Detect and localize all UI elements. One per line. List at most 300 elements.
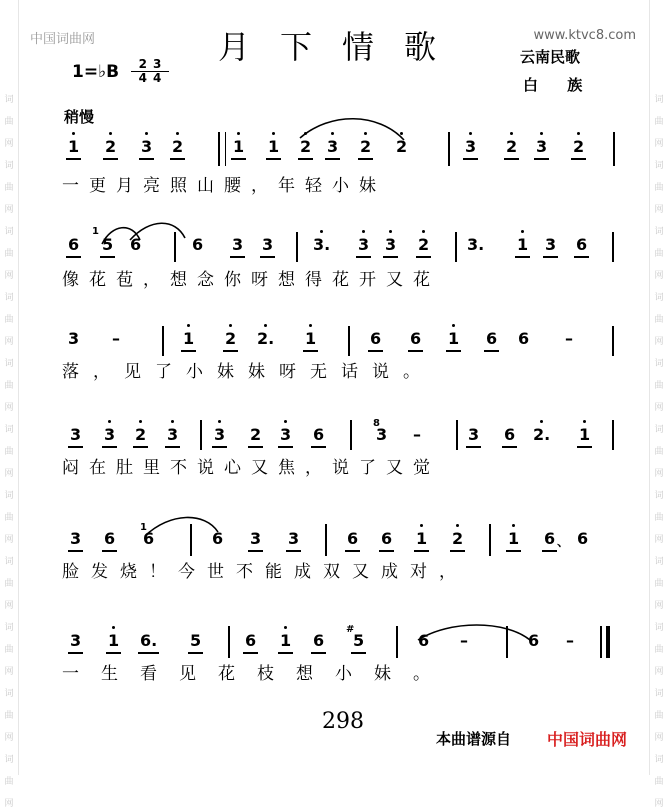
side-watermark-char: 词 — [4, 557, 14, 567]
barline — [612, 420, 614, 450]
lyric-line-4: 闷在肚里不说心又焦，说了又觉 — [62, 458, 440, 478]
slur — [418, 625, 530, 640]
note — [250, 530, 261, 548]
note — [313, 632, 324, 650]
note — [533, 426, 550, 444]
underline — [165, 446, 180, 448]
note-digit: 6 — [313, 631, 325, 650]
underline — [231, 158, 246, 160]
side-watermark-char: 网 — [4, 667, 14, 677]
side-watermark-char: 词 — [654, 491, 664, 501]
note — [68, 138, 79, 156]
note-digit: 6 — [544, 529, 556, 548]
note — [183, 330, 194, 348]
barline — [396, 626, 398, 658]
note-digit: 2 — [396, 137, 408, 156]
underline — [379, 550, 394, 552]
underline — [298, 158, 313, 160]
note-digit: 1 — [448, 329, 460, 348]
underline — [345, 550, 360, 552]
side-watermark-char: 词 — [654, 95, 664, 105]
barline — [455, 232, 457, 262]
underline — [303, 350, 318, 352]
note-digit: 6 — [381, 529, 393, 548]
note-digit: 6 — [192, 235, 204, 254]
note-digit: 6 — [518, 329, 530, 348]
note-digit: 1 — [305, 329, 317, 348]
note-digit: 6 — [528, 631, 540, 650]
note-digit: 2. — [257, 329, 275, 348]
underline — [506, 550, 521, 552]
note-digit: 3 — [358, 235, 370, 254]
note-digit: 2 — [452, 529, 464, 548]
note-digit: 1 — [233, 137, 245, 156]
side-watermark-char: 网 — [4, 799, 14, 809]
note-digit: 5 — [102, 235, 114, 254]
underline — [243, 652, 258, 654]
note — [347, 530, 358, 548]
note — [68, 330, 79, 348]
underline — [266, 158, 281, 160]
note — [300, 138, 311, 156]
underline — [446, 350, 461, 352]
note-digit: 3 — [280, 425, 292, 444]
grace-note: 1 — [140, 522, 147, 533]
underline — [358, 158, 373, 160]
note — [112, 330, 120, 348]
note — [70, 426, 81, 444]
note — [418, 632, 429, 650]
note — [245, 632, 256, 650]
barline — [348, 326, 350, 356]
side-watermark-char: 网 — [4, 535, 14, 545]
barline — [350, 420, 352, 450]
side-watermark-char: 网 — [4, 139, 14, 149]
side-watermark-char: 曲 — [654, 777, 664, 787]
side-watermark-char: 网 — [654, 337, 664, 347]
source-site: 中国词曲网 — [547, 730, 628, 749]
note-digit: 3 — [545, 235, 557, 254]
note — [370, 330, 381, 348]
note-digit: 2 — [135, 425, 147, 444]
underline — [542, 550, 557, 552]
note-digit: 3. — [467, 235, 485, 254]
note — [468, 426, 479, 444]
side-watermark-char: 词 — [654, 557, 664, 567]
note — [68, 236, 79, 254]
note-digit: 3 — [385, 235, 397, 254]
underline — [188, 652, 203, 654]
sharp-mark: # — [346, 624, 355, 635]
underline — [181, 350, 196, 352]
note — [486, 330, 497, 348]
side-watermark-char: 曲 — [654, 711, 664, 721]
note-digit: 2 — [172, 137, 184, 156]
side-watermark-char: 词 — [4, 95, 14, 105]
note — [518, 330, 529, 348]
note — [288, 530, 299, 548]
side-watermark-char: 曲 — [4, 117, 14, 127]
underline — [414, 550, 429, 552]
side-watermark-char: 曲 — [4, 447, 14, 457]
side-watermark-char: 词 — [654, 425, 664, 435]
grace-note: 1 — [92, 226, 99, 237]
underline — [504, 158, 519, 160]
side-watermark-char: 词 — [654, 293, 664, 303]
note — [410, 330, 421, 348]
underline — [311, 652, 326, 654]
note-digit: 6 — [212, 529, 224, 548]
side-watermark-char: 网 — [654, 271, 664, 281]
side-watermark-char: 网 — [4, 403, 14, 413]
note-digit: 5 — [190, 631, 202, 650]
underline — [100, 256, 115, 258]
side-watermark-char: 曲 — [654, 117, 664, 127]
note-digit: 3 — [141, 137, 153, 156]
note-digit: 2 — [506, 137, 518, 156]
note-digit: – — [566, 631, 574, 650]
note — [141, 138, 152, 156]
note — [250, 426, 261, 444]
time-sig-bottom: 44 — [138, 71, 168, 85]
note-digit: 6 — [347, 529, 359, 548]
note — [360, 138, 371, 156]
note-digit: 3 — [70, 425, 82, 444]
barline — [190, 524, 192, 556]
final-barline — [606, 626, 610, 658]
side-watermark-char: 曲 — [4, 381, 14, 391]
note — [305, 330, 316, 348]
underline — [534, 158, 549, 160]
side-watermark-char: 曲 — [654, 381, 664, 391]
underline — [139, 158, 154, 160]
underline — [356, 256, 371, 258]
note — [130, 236, 141, 254]
side-watermark-char: 网 — [654, 535, 664, 545]
note-digit: 6 — [486, 329, 498, 348]
note — [506, 138, 517, 156]
side-watermark-char: 词 — [654, 689, 664, 699]
note — [70, 530, 81, 548]
note — [376, 426, 387, 444]
underline — [102, 550, 117, 552]
note — [232, 236, 243, 254]
note — [528, 632, 539, 650]
note-digit: – — [112, 329, 120, 348]
side-watermark-char: 词 — [4, 491, 14, 501]
note-digit: 2. — [533, 425, 551, 444]
note — [225, 330, 236, 348]
note-digit: 3 — [214, 425, 226, 444]
note-digit: 1 — [108, 631, 120, 650]
note — [327, 138, 338, 156]
note — [190, 632, 201, 650]
underline — [450, 550, 465, 552]
tempo-marking: 稍慢 — [64, 108, 95, 126]
note-digit: 3. — [313, 235, 331, 254]
side-watermark-char: 曲 — [654, 579, 664, 589]
note — [460, 632, 468, 650]
underline — [106, 652, 121, 654]
note — [565, 330, 573, 348]
underline — [383, 256, 398, 258]
side-watermark-char: 曲 — [4, 183, 14, 193]
note-digit: 3 — [232, 235, 244, 254]
underline — [103, 158, 118, 160]
side-watermark-char: 词 — [4, 227, 14, 237]
note — [143, 530, 154, 548]
note-digit: 3 — [167, 425, 179, 444]
site-url: www.ktvc8.com — [533, 28, 636, 43]
side-watermark-char: 网 — [654, 733, 664, 743]
note — [465, 138, 476, 156]
barline — [448, 132, 450, 166]
note — [418, 236, 429, 254]
underline — [543, 256, 558, 258]
note-digit: 1 — [68, 137, 80, 156]
underline — [170, 158, 185, 160]
underline — [278, 652, 293, 654]
note — [358, 236, 369, 254]
note — [573, 138, 584, 156]
note — [192, 236, 203, 254]
note — [140, 632, 157, 650]
barline — [325, 524, 327, 556]
underline — [286, 550, 301, 552]
side-watermark-char: 网 — [4, 601, 14, 611]
note-digit: 6 — [313, 425, 325, 444]
underline — [102, 446, 117, 448]
lyric-line-6: 一生看见花枝想小妹。 — [62, 664, 452, 684]
side-watermark-char: 词 — [4, 359, 14, 369]
lyric-line-2: 像花苞，想念你呀想得花开又花 — [62, 270, 440, 290]
note-digit: 3 — [104, 425, 116, 444]
note — [313, 236, 330, 254]
side-watermark-char: 网 — [4, 337, 14, 347]
barline — [200, 420, 202, 450]
side-watermark-char: 曲 — [4, 513, 14, 523]
underline — [466, 446, 481, 448]
note — [448, 330, 459, 348]
note-digit: 1 — [268, 137, 280, 156]
barline — [612, 326, 614, 356]
underline — [574, 256, 589, 258]
note-digit: 6. — [140, 631, 158, 650]
note-digit: 3 — [536, 137, 548, 156]
note-digit: – — [565, 329, 573, 348]
note — [280, 632, 291, 650]
grace-note: 8 — [373, 418, 380, 429]
note-digit: 2 — [300, 137, 312, 156]
note — [102, 236, 113, 254]
side-watermark-char: 词 — [654, 227, 664, 237]
underline — [571, 158, 586, 160]
note — [313, 426, 324, 444]
side-watermark-char: 曲 — [654, 249, 664, 259]
underline — [278, 446, 293, 448]
note-digit: 6 — [370, 329, 382, 348]
note — [576, 236, 587, 254]
barline — [296, 232, 298, 262]
side-watermark-char: 曲 — [4, 579, 14, 589]
song-title: 月下情歌 — [218, 28, 467, 66]
note — [105, 138, 116, 156]
note-digit: 6 — [576, 235, 588, 254]
lyric-line-3: 落，见了小妹妹呀无话说。 — [62, 362, 434, 382]
underline — [408, 350, 423, 352]
note-digit: 3 — [327, 137, 339, 156]
note — [172, 138, 183, 156]
side-watermark-char: 网 — [4, 271, 14, 281]
note — [280, 426, 291, 444]
underline — [515, 256, 530, 258]
barline — [225, 132, 226, 166]
note-digit: 1 — [508, 529, 520, 548]
underline — [133, 446, 148, 448]
note — [566, 632, 574, 650]
note — [413, 426, 421, 444]
song-ethnicity: 白 族 — [523, 76, 595, 94]
note-digit: 6 — [104, 529, 116, 548]
side-watermark-char: 词 — [4, 161, 14, 171]
note — [544, 530, 555, 548]
underline — [68, 446, 83, 448]
side-watermark-char: 网 — [654, 139, 664, 149]
note — [545, 236, 556, 254]
side-watermark-char: 网 — [654, 403, 664, 413]
side-watermark-char: 词 — [4, 755, 14, 765]
barline — [489, 524, 491, 556]
underline — [577, 446, 592, 448]
side-watermark-char: 曲 — [4, 777, 14, 787]
note — [233, 138, 244, 156]
note — [135, 426, 146, 444]
side-watermark-char: 曲 — [4, 249, 14, 259]
underline — [66, 158, 81, 160]
underline — [248, 446, 263, 448]
note — [536, 138, 547, 156]
note-digit: 3 — [465, 137, 477, 156]
underline — [66, 256, 81, 258]
note-digit: 2 — [573, 137, 585, 156]
lyric-line-5: 脸发烧！今世不能成双又成对， — [62, 562, 468, 582]
note-digit: 3 — [250, 529, 262, 548]
slur — [300, 119, 404, 140]
side-watermark-char: 曲 — [654, 645, 664, 655]
barline — [612, 232, 614, 262]
underline — [463, 158, 478, 160]
barline — [174, 232, 176, 262]
note-digit: 6 — [410, 329, 422, 348]
note — [577, 530, 588, 548]
side-watermark-char: 网 — [654, 205, 664, 215]
side-watermark-char: 曲 — [654, 513, 664, 523]
grace-mark: 、 — [557, 535, 570, 549]
note-digit: 6 — [504, 425, 516, 444]
slur — [145, 517, 218, 536]
barline — [506, 626, 508, 658]
note — [70, 632, 81, 650]
underline — [484, 350, 499, 352]
underline — [416, 256, 431, 258]
side-watermark-char: 词 — [654, 359, 664, 369]
side-watermark-char: 曲 — [4, 711, 14, 721]
note-digit: 1 — [517, 235, 529, 254]
underline — [325, 158, 340, 160]
underline — [311, 446, 326, 448]
note — [214, 426, 225, 444]
note-digit: 6 — [418, 631, 430, 650]
side-watermark-char: 曲 — [654, 447, 664, 457]
note-digit: 6 — [143, 529, 155, 548]
side-watermark-char: 词 — [4, 293, 14, 303]
note — [212, 530, 223, 548]
note-digit: 2 — [250, 425, 262, 444]
note-digit: 3 — [70, 529, 82, 548]
side-watermark-char: 词 — [654, 161, 664, 171]
underline — [138, 652, 159, 654]
note — [517, 236, 528, 254]
note-digit: – — [413, 425, 421, 444]
side-watermark-char: 词 — [654, 623, 664, 633]
side-watermark-char: 网 — [654, 667, 664, 677]
source-label: 本曲谱源自 — [436, 730, 512, 748]
note — [504, 426, 515, 444]
note-digit: 6 — [130, 235, 142, 254]
note-digit: 6 — [68, 235, 80, 254]
underline — [68, 550, 83, 552]
note-digit: 2 — [418, 235, 430, 254]
side-watermark-char: 网 — [4, 733, 14, 743]
note-digit: 3 — [288, 529, 300, 548]
note — [257, 330, 274, 348]
underline — [68, 652, 83, 654]
underline — [368, 350, 383, 352]
underline — [212, 446, 227, 448]
side-watermark-char: 曲 — [4, 645, 14, 655]
barline — [218, 132, 220, 166]
note-digit: 2 — [225, 329, 237, 348]
underline — [230, 256, 245, 258]
barline — [613, 132, 615, 166]
note — [262, 236, 273, 254]
note-digit: 1 — [416, 529, 428, 548]
side-watermark-char: 网 — [4, 205, 14, 215]
note — [579, 426, 590, 444]
side-watermark-char: 网 — [4, 469, 14, 479]
lyric-line-1: 一更月亮照山腰，年轻小妹 — [62, 176, 386, 196]
page-number: 298 — [322, 709, 364, 734]
note — [381, 530, 392, 548]
side-watermark-char: 词 — [4, 623, 14, 633]
note-digit: 1 — [280, 631, 292, 650]
side-watermark-char: 网 — [654, 601, 664, 611]
note-digit: 3 — [70, 631, 82, 650]
note — [508, 530, 519, 548]
note-digit: 6 — [245, 631, 257, 650]
note-digit: – — [460, 631, 468, 650]
barline — [162, 326, 164, 356]
side-watermark-char: 词 — [654, 755, 664, 765]
side-watermark-char: 词 — [4, 689, 14, 699]
note-digit: 3 — [468, 425, 480, 444]
note — [108, 632, 119, 650]
side-watermark-char: 词 — [4, 425, 14, 435]
underline — [248, 550, 263, 552]
side-watermark-char: 曲 — [4, 315, 14, 325]
note-digit: 3 — [68, 329, 80, 348]
underline — [223, 350, 238, 352]
